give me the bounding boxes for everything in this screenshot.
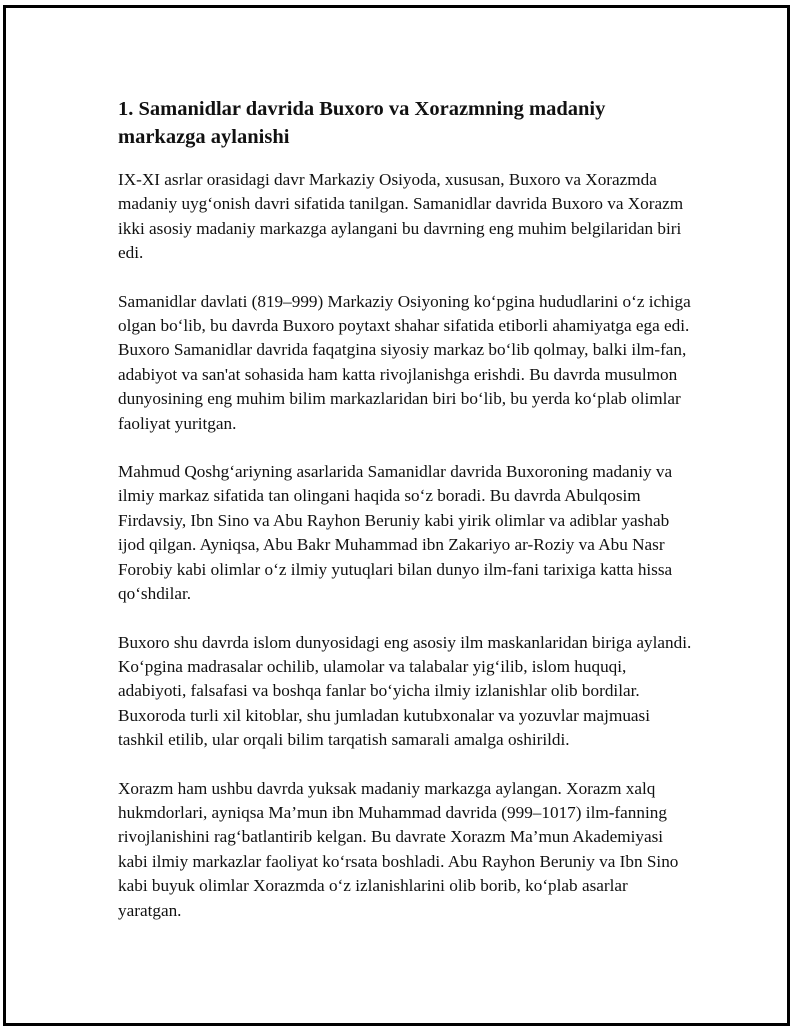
paragraph-2: Samanidlar davlati (819–999) Markaziy Osiyoning ko‘pgina hududlarini o‘z ichiga olgan bo‘lib, bu davrda Buxoro poytaxt shahar sifatida etiborli ahamiyatga ega edi. Buxoro Samanidlar davrida faqatgina siyosiy markaz bo‘lib qolmay, balki ilm-fan, adabiyot va san'at sohasida ham katta rivojlanishga erishdi. Bu davrda musulmon dunyosining eng muhim bilim markazlaridan biri bo‘lib, bu yerda ko‘plab olimlar faoliyat yuritgan. xyxy=(118,291,691,433)
paragraph-1: IX-XI asrlar orasidagi davr Markaziy Osiyoda, xususan, Buxoro va Xorazmda madaniy uyg‘onish davri sifatida tanilgan. Samanidlar davrida Buxoro va Xorazm ikki asosiy madaniy markazga aylangani bu davrning eng muhim belgilaridan biri edi. xyxy=(118,170,684,263)
paragraph-3: Mahmud Qoshg‘ariyning asarlarida Samanidlar davrida Buxoroning madaniy va ilmiy markaz sifatida tan olingani haqida so‘z boradi. Bu davrda Abulqosim Firdavsiy, Ibn Sino va Abu Rayhon Beruniy kabi yirik olimlar va adiblar yashab ijod qilgan. Ayniqsa, Abu Bakr Muhammad ibn Zakariyo ar-Roziy va Abu Nasr Forobiy kabi olimlar o‘z ilmiy yutuqlari bilan dunyo ilm-fani tarixiga katta hissa qo‘shdilar. xyxy=(118,462,673,604)
paragraph-4: Buxoro shu davrda islom dunyosidagi eng asosiy ilm maskanlaridan biriga aylandi. Ko‘pgina madrasalar ochilib, ulamolar va talabalar yig‘ilib, islom huquqi, adabiyoti, falsafasi va boshqa fanlar bo‘yicha ilmiy izlanishlar olib bordilar. Buxoroda turli xil kitoblar, shu jumladan kutubxonalar va yozuvlar majmuasi tashkil etilib, ular orqali bilim tarqatish samarali amalga oshirildi. xyxy=(118,632,692,750)
paragraph-5: Xorazm ham ushbu davrda yuksak madaniy markazga aylangan. Xorazm xalq hukmdorlari, ayniqsa Ma’mun ibn Muhammad davrida (999–1017) ilm-fanning rivojlanishini rag‘batlantirib kelgan. Bu davrate Xorazm Ma’mun Akademiyasi kabi ilmiy markazlar faoliyat ko‘rsata boshladi. Abu Rayhon Beruniy va Ibn Sino kabi buyuk olimlar Xorazmda o‘z izlanishlarini olib borib, ko‘plab asarlar yaratgan. xyxy=(118,778,679,920)
section-heading: 1. Samanidlar davrida Buxoro va Xorazmning madaniy markazga aylanishi xyxy=(118,98,606,148)
document-body xyxy=(118,95,694,947)
